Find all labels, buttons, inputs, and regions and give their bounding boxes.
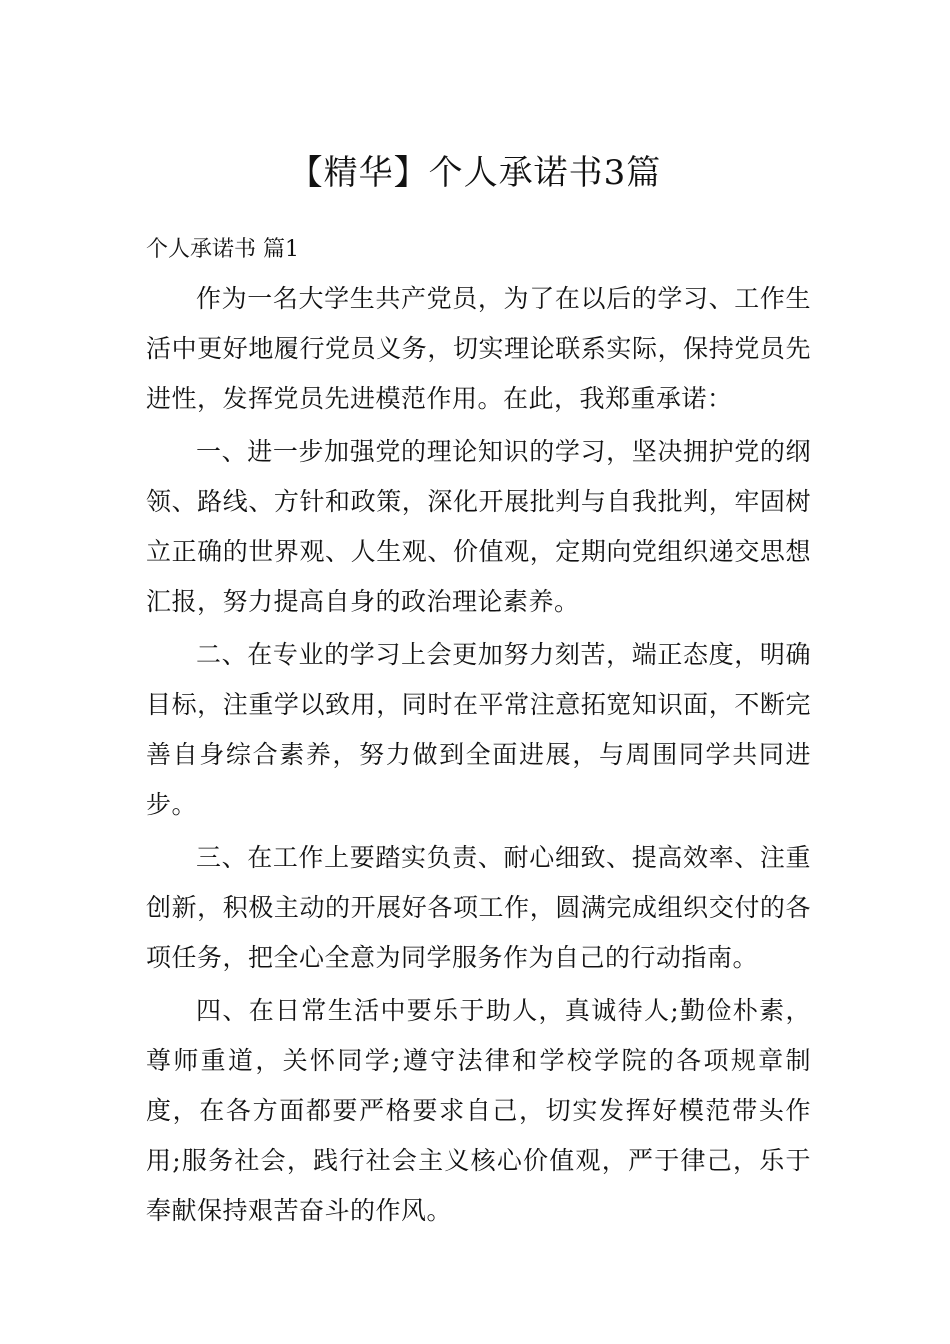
- paragraph-intro: 作为一名大学生共产党员，为了在以后的学习、工作生活中更好地履行党员义务，切实理论联系实际，保持党员先进性，发挥党员先进模范作用。在此，我郑重承诺：: [146, 284, 811, 413]
- paragraph-item-3: 三、在工作上要踏实负责、耐心细致、提高效率、注重创新，积极主动的开展好各项工作，圆满完成组织交付的各项任务，把全心全意为同学服务作为自己的行动指南。: [146, 843, 811, 972]
- paragraph-item-4: 四、在日常生活中要乐于助人，真诚待人;勤俭朴素，尊师重道，关怀同学;遵守法律和学校学院的各项规章制度，在各方面都要严格要求自己，切实发挥好模范带头作用;服务社会，践行社会主义核心价值观，严于律己，乐于奉献保持艰苦奋斗的作风。: [146, 996, 811, 1225]
- document-body: [146, 226, 811, 1239]
- section-heading: 个人承诺书 篇1: [146, 237, 299, 262]
- document-title: 【精华】个人承诺书3篇: [288, 152, 662, 193]
- paragraph-item-2: 二、在专业的学习上会更加努力刻苦，端正态度，明确目标，注重学以致用，同时在平常注意拓宽知识面，不断完善自身综合素养，努力做到全面进展，与周围同学共同进步。: [146, 640, 811, 819]
- paragraph-item-1: 一、进一步加强党的理论知识的学习，坚决拥护党的纲领、路线、方针和政策，深化开展批判与自我批判，牢固树立正确的世界观、人生观、价值观，定期向党组织递交思想汇报，努力提高自身的政治理论素养。: [146, 437, 811, 616]
